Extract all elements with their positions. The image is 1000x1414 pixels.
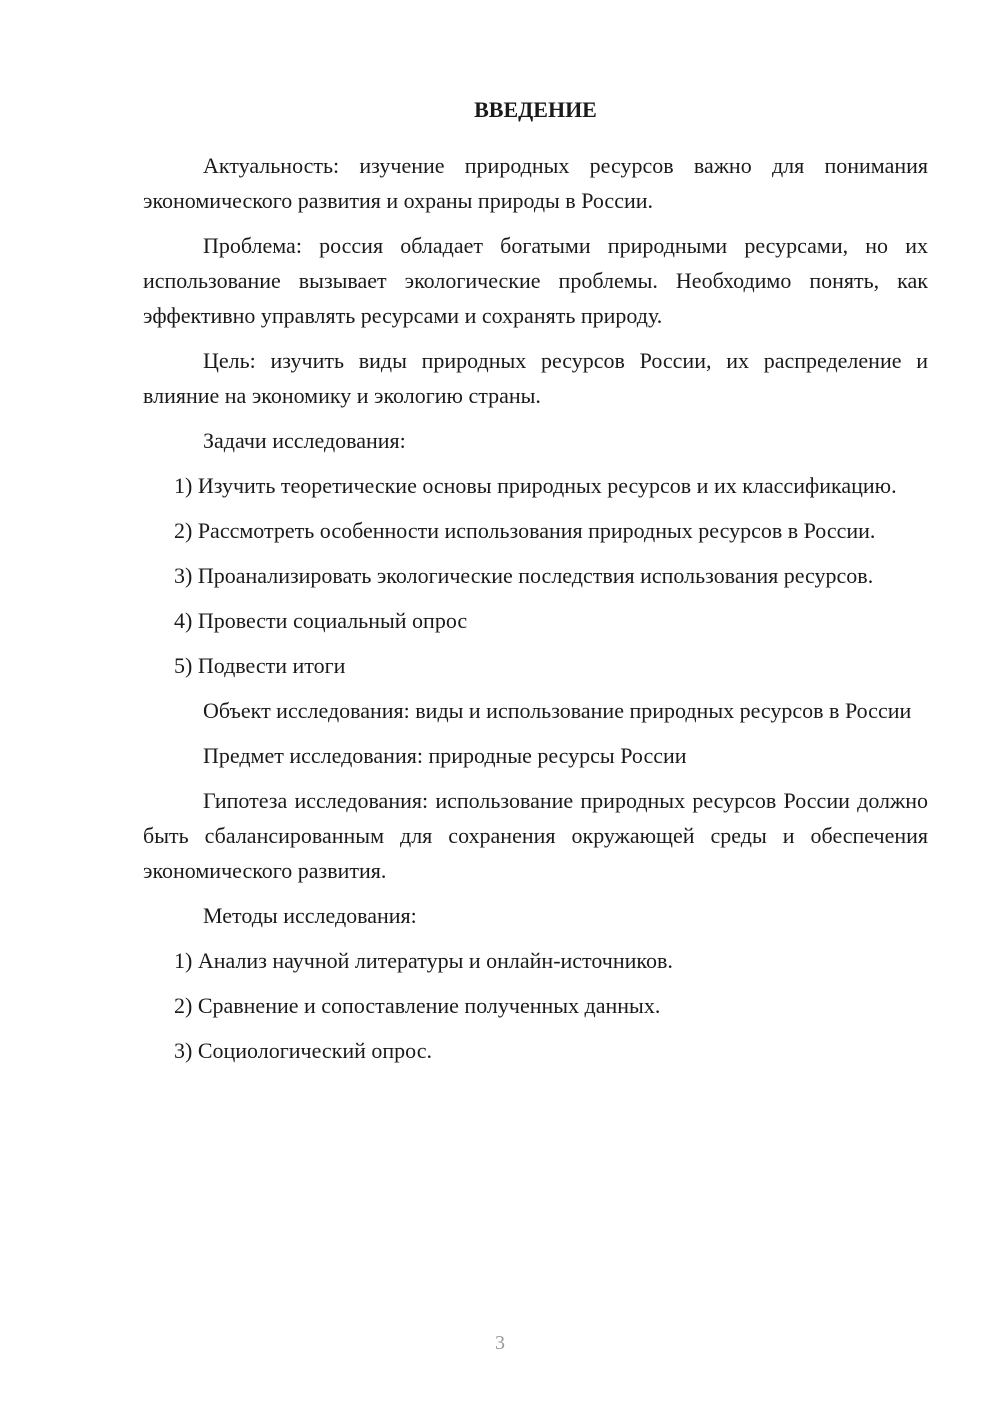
methods-heading: Методы исследования: bbox=[203, 903, 417, 928]
section-title: ВВЕДЕНИЕ bbox=[474, 97, 597, 122]
method-item: 1) Анализ научной литературы и онлайн-источников. bbox=[174, 948, 673, 973]
task-item: 3) Проанализировать экологические последствия использования ресурсов. bbox=[174, 563, 874, 588]
goal-paragraph: Цель: изучить виды природных ресурсов России, их распределение и влияние на экономику и экологию страны. bbox=[143, 348, 928, 408]
page-number: 3 bbox=[495, 1332, 505, 1354]
object-paragraph: Объект исследования: виды и использование природных ресурсов в России bbox=[203, 698, 912, 723]
task-item: 2) Рассмотреть особенности использования природных ресурсов в России. bbox=[174, 518, 876, 543]
task-item: 4) Провести социальный опрос bbox=[174, 608, 468, 633]
hypothesis-paragraph: Гипотеза исследования: использование природных ресурсов России должно быть сбалансированным для сохранения окружающей среды и обеспечения экономического развития. bbox=[143, 788, 928, 883]
relevance-paragraph: Актуальность: изучение природных ресурсов важно для понимания экономического развития и охраны природы в России. bbox=[143, 153, 928, 213]
task-item: 1) Изучить теоретические основы природных ресурсов и их классификацию. bbox=[174, 473, 897, 498]
subject-paragraph: Предмет исследования: природные ресурсы России bbox=[203, 743, 687, 768]
page-content bbox=[143, 92, 928, 1078]
method-item: 3) Социологический опрос. bbox=[174, 1038, 432, 1063]
tasks-heading: Задачи исследования: bbox=[203, 428, 406, 453]
method-item: 2) Сравнение и сопоставление полученных данных. bbox=[174, 993, 661, 1018]
task-item: 5) Подвести итоги bbox=[174, 653, 346, 678]
problem-paragraph: Проблема: россия обладает богатыми природными ресурсами, но их использование вызывает экологические проблемы. Необходимо понять, как эффективно управлять ресурсами и сохранять природу. bbox=[143, 233, 928, 328]
